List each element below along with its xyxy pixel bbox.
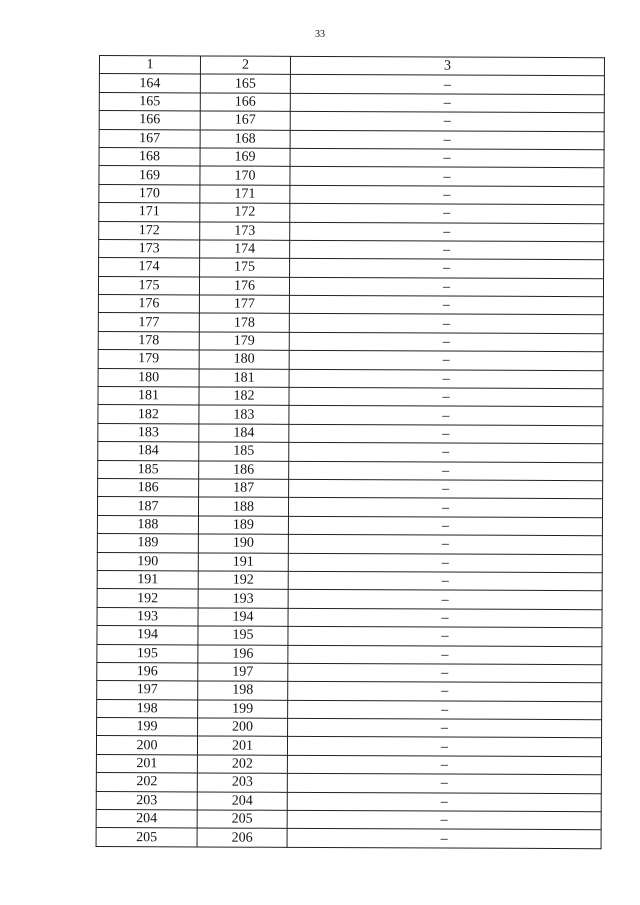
table-cell-col-3: – xyxy=(289,314,603,334)
table-header-row xyxy=(99,56,604,77)
table-cell-col-3: – xyxy=(290,222,604,242)
table-cell-col-2: 204 xyxy=(197,792,287,811)
table-cell-col-1: 185 xyxy=(98,460,199,479)
table-row xyxy=(99,111,604,132)
table-cell-col-2: 180 xyxy=(199,350,289,369)
table-row xyxy=(97,699,602,720)
table-row xyxy=(98,331,603,352)
table-cell-col-1: 165 xyxy=(99,92,200,111)
table-cell-col-3: – xyxy=(290,185,604,205)
table-cell-col-2: 190 xyxy=(198,534,288,553)
table-cell-col-3: – xyxy=(289,351,603,371)
column-header-3: 3 xyxy=(290,56,604,76)
table-cell-col-3: – xyxy=(289,461,603,481)
column-header-2: 2 xyxy=(200,56,290,75)
table-cell-col-2: 170 xyxy=(200,166,290,185)
table-cell-col-1: 182 xyxy=(98,405,199,424)
table-row xyxy=(97,497,602,518)
table-cell-col-2: 185 xyxy=(199,442,289,461)
table-cell-col-3: – xyxy=(288,498,602,518)
table-cell-col-1: 179 xyxy=(98,350,199,369)
table-cell-col-1: 200 xyxy=(96,736,197,755)
table-cell-col-1: 167 xyxy=(99,129,200,148)
table-cell-col-3: – xyxy=(287,774,601,794)
table-cell-col-1: 186 xyxy=(98,478,199,497)
table-cell-col-3: – xyxy=(288,663,602,683)
table-cell-col-1: 205 xyxy=(96,828,197,847)
table-row xyxy=(98,276,603,297)
table-cell-col-1: 169 xyxy=(99,166,200,185)
table-cell-col-1: 188 xyxy=(97,515,198,534)
table-cell-col-3: – xyxy=(289,277,603,297)
table-cell-col-2: 206 xyxy=(197,828,287,847)
table-cell-col-3: – xyxy=(288,682,602,702)
table-cell-col-2: 187 xyxy=(199,479,289,498)
table-row xyxy=(98,313,603,334)
table-cell-col-2: 181 xyxy=(199,369,289,388)
table-row xyxy=(96,773,601,794)
table-cell-col-1: 164 xyxy=(99,74,200,93)
table-cell-col-3: – xyxy=(290,93,604,113)
table-cell-col-2: 186 xyxy=(199,461,289,480)
table-cell-col-2: 176 xyxy=(199,277,289,296)
table-cell-col-2: 194 xyxy=(198,608,288,627)
table-cell-col-2: 205 xyxy=(197,810,287,829)
table-cell-col-1: 198 xyxy=(97,699,198,718)
table-cell-col-3: – xyxy=(289,424,603,444)
table-cell-col-1: 196 xyxy=(97,662,198,681)
table-cell-col-2: 183 xyxy=(199,405,289,424)
table-cell-col-2: 191 xyxy=(198,552,288,571)
table-cell-col-3: – xyxy=(287,810,601,830)
table-cell-col-3: – xyxy=(288,645,602,665)
table-cell-col-2: 165 xyxy=(200,74,290,93)
table-row xyxy=(97,534,602,555)
table-row xyxy=(98,368,603,389)
table-row xyxy=(98,478,603,499)
table-cell-col-3: – xyxy=(288,534,602,554)
table-cell-col-2: 173 xyxy=(200,221,290,240)
table-cell-col-3: – xyxy=(290,148,604,168)
table-row xyxy=(99,166,604,187)
table-cell-col-1: 193 xyxy=(97,607,198,626)
table-cell-col-3: – xyxy=(288,608,602,628)
table-cell-col-1: 199 xyxy=(97,718,198,737)
table-cell-col-2: 197 xyxy=(198,663,288,682)
table-row xyxy=(99,147,604,168)
table-cell-col-3: – xyxy=(288,571,602,591)
table-cell-col-1: 168 xyxy=(99,147,200,166)
table-cell-col-3: – xyxy=(290,167,604,187)
table-row xyxy=(97,607,602,628)
table-row xyxy=(96,754,601,775)
column-header-1: 1 xyxy=(99,56,200,75)
table-cell-col-1: 183 xyxy=(98,423,199,442)
table-cell-col-2: 182 xyxy=(199,387,289,406)
table-cell-col-3: – xyxy=(289,479,603,499)
table-cell-col-3: – xyxy=(289,295,603,315)
table-cell-col-1: 201 xyxy=(96,754,197,773)
table-cell-col-2: 174 xyxy=(200,240,290,259)
page-number: 33 xyxy=(315,29,325,40)
table-cell-col-2: 188 xyxy=(198,497,288,516)
table-cell-col-1: 187 xyxy=(97,497,198,516)
table-row xyxy=(97,515,602,536)
table-cell-col-1: 181 xyxy=(98,387,199,406)
table-cell-col-1: 173 xyxy=(99,239,200,258)
table-cell-col-2: 200 xyxy=(198,718,288,737)
table-cell-col-2: 172 xyxy=(200,203,290,222)
table-cell-col-3: – xyxy=(290,240,604,260)
table-cell-col-1: 194 xyxy=(97,626,198,645)
table-cell-col-3: – xyxy=(289,369,603,389)
table-row xyxy=(98,387,603,408)
table-row xyxy=(96,828,601,849)
table-row xyxy=(99,221,604,242)
table-row xyxy=(96,736,601,757)
table-cell-col-2: 203 xyxy=(197,773,287,792)
table-cell-col-1: 172 xyxy=(99,221,200,240)
table-row xyxy=(98,442,603,463)
table-cell-col-1: 170 xyxy=(99,184,200,203)
table-cell-col-2: 198 xyxy=(198,681,288,700)
table-row xyxy=(96,810,601,831)
table-cell-col-2: 189 xyxy=(198,516,288,535)
table-row xyxy=(99,184,604,205)
table-cell-col-3: – xyxy=(290,75,604,95)
table-row xyxy=(97,589,602,610)
table-row xyxy=(97,552,602,573)
table-cell-col-1: 174 xyxy=(99,258,200,277)
table-cell-col-3: – xyxy=(287,792,601,812)
table-cell-col-3: – xyxy=(287,755,601,775)
table-body xyxy=(96,74,604,849)
table-cell-col-3: – xyxy=(288,700,602,720)
table-cell-col-1: 166 xyxy=(99,111,200,130)
table-cell-col-1: 192 xyxy=(97,589,198,608)
table-cell-col-2: 167 xyxy=(200,111,290,130)
table-cell-col-3: – xyxy=(290,130,604,150)
table-cell-col-1: 203 xyxy=(96,791,197,810)
table-cell-col-3: – xyxy=(289,443,603,463)
table-cell-col-1: 204 xyxy=(96,810,197,829)
table-cell-col-3: – xyxy=(289,332,603,352)
table-row xyxy=(97,570,602,591)
table-cell-col-2: 175 xyxy=(200,258,290,277)
table-row xyxy=(98,350,603,371)
table-row xyxy=(98,405,603,426)
table-cell-col-2: 195 xyxy=(198,626,288,645)
table-cell-col-1: 176 xyxy=(98,295,199,314)
table-cell-col-2: 202 xyxy=(197,755,287,774)
table-cell-col-2: 169 xyxy=(200,148,290,167)
table-row xyxy=(98,295,603,316)
table-cell-col-3: – xyxy=(289,387,603,407)
table-cell-col-3: – xyxy=(288,590,602,610)
table-cell-col-2: 201 xyxy=(197,736,287,755)
table-cell-col-1: 180 xyxy=(98,368,199,387)
table-row xyxy=(97,662,602,683)
table-cell-col-2: 179 xyxy=(199,332,289,351)
table-cell-col-2: 192 xyxy=(198,571,288,590)
table-cell-col-3: – xyxy=(290,112,604,132)
table-cell-col-3: – xyxy=(289,406,603,426)
table-row xyxy=(99,258,604,279)
table-cell-col-1: 184 xyxy=(98,442,199,461)
table-row xyxy=(96,791,601,812)
table-cell-col-2: 166 xyxy=(200,93,290,112)
data-table xyxy=(96,55,605,849)
table-cell-col-1: 202 xyxy=(96,773,197,792)
table-cell-col-3: – xyxy=(287,737,601,757)
table-cell-col-2: 178 xyxy=(199,313,289,332)
table-row xyxy=(99,129,604,150)
table-cell-col-1: 178 xyxy=(98,331,199,350)
table-cell-col-2: 199 xyxy=(198,700,288,719)
table-row xyxy=(97,718,602,739)
table-cell-col-2: 168 xyxy=(200,130,290,149)
table-cell-col-3: – xyxy=(290,203,604,223)
table-cell-col-2: 171 xyxy=(200,185,290,204)
table-row xyxy=(97,681,602,702)
table-cell-col-1: 190 xyxy=(97,552,198,571)
table-row xyxy=(99,92,604,113)
table-cell-col-3: – xyxy=(288,553,602,573)
table-cell-col-1: 191 xyxy=(97,570,198,589)
table-row xyxy=(97,644,602,665)
table-cell-col-1: 171 xyxy=(99,203,200,222)
table-cell-col-1: 195 xyxy=(97,644,198,663)
table-row xyxy=(98,423,603,444)
table-row xyxy=(99,239,604,260)
table-row xyxy=(98,460,603,481)
table-cell-col-1: 177 xyxy=(98,313,199,332)
table-row xyxy=(99,203,604,224)
table-cell-col-2: 196 xyxy=(198,644,288,663)
table-cell-col-2: 193 xyxy=(198,589,288,608)
table-row xyxy=(99,74,604,95)
table-cell-col-3: – xyxy=(287,829,601,849)
table-cell-col-3: – xyxy=(288,516,602,536)
table-cell-col-2: 184 xyxy=(199,424,289,443)
table-cell-col-1: 197 xyxy=(97,681,198,700)
table-row xyxy=(97,626,602,647)
table-cell-col-1: 175 xyxy=(98,276,199,295)
table-cell-col-2: 177 xyxy=(199,295,289,314)
table-cell-col-1: 189 xyxy=(97,534,198,553)
table-cell-col-3: – xyxy=(290,259,604,279)
table-cell-col-3: – xyxy=(288,626,602,646)
table-cell-col-3: – xyxy=(288,718,602,738)
